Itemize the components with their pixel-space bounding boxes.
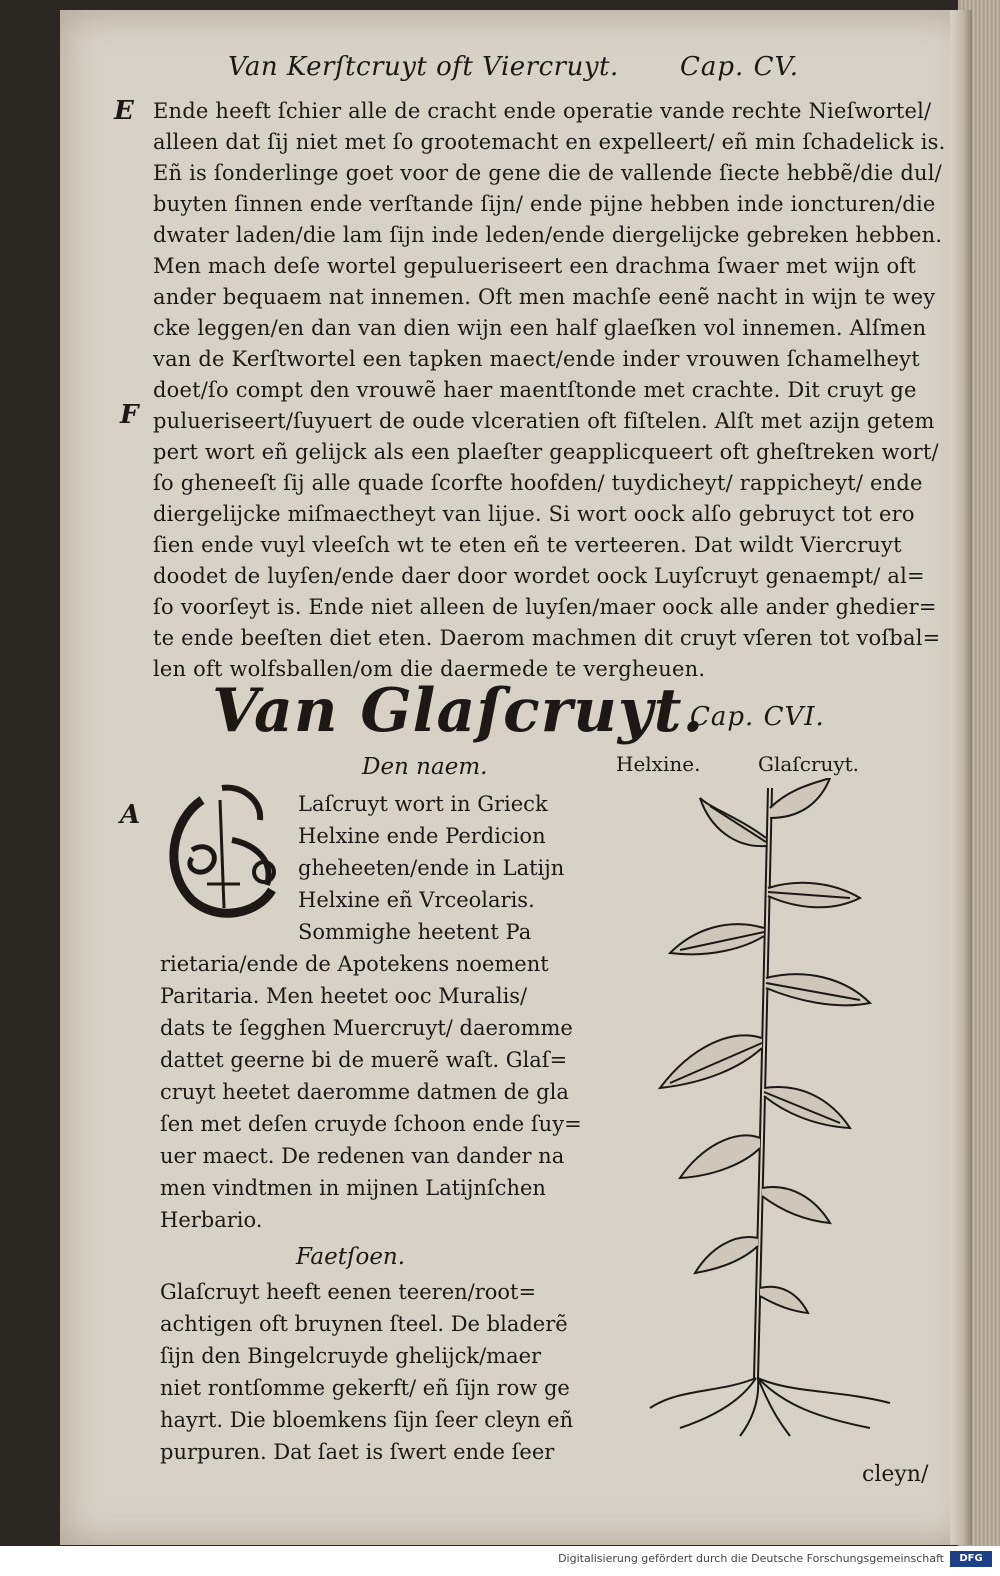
naem-line: dats te ſegghen Muercruyt/ daeromme [160,1016,573,1040]
faetsoen-line: achtigen oft bruynen ſteel. De bladerẽ [160,1312,568,1336]
dfg-logo-icon: DFG [950,1551,992,1567]
glascruyt-plant-icon [640,778,920,1438]
naem-line: Helxine ende Perdicion [298,824,546,848]
body-line: len oft wolfsballen/om die daermede te vergheuen. [153,657,706,681]
naem-line: dattet geerne bi de muerẽ waſt. Glaſ= [160,1048,568,1072]
section-heading-faetsoen: Faetſoen. [296,1244,406,1270]
footer-credit: Digitalisierung gefördert durch die Deutsche Forschungsgemeinschaft [558,1552,944,1565]
faetsoen-line: hayrt. Die bloemkens ſijn ſeer cleyn eñ [160,1408,574,1432]
naem-line: Laſcruyt wort in Grieck [298,792,548,816]
body-line: ander bequaem nat innemen. Oft men machſe eenẽ nacht in wijn te wey [153,285,936,309]
plant-woodcut-illustration [640,778,920,1438]
faetsoen-line: Glaſcruyt heeft eenen teeren/root= [160,1280,537,1304]
naem-line: rietaria/ende de Apotekens noement [160,952,549,976]
naem-line: ſen met deſen cruyde ſchoon ende ſuy= [160,1112,582,1136]
figure-caption-dutch: Glaſcruyt. [758,752,860,776]
chapter-title: Van Glaſcruyt. [212,676,705,746]
naem-line: Herbario. [160,1208,263,1232]
catchword: cleyn/ [862,1462,929,1487]
naem-line: uer maect. De redenen van dander na [160,1144,565,1168]
faetsoen-line: niet rontſomme gekerft/ eñ ſijn row ge [160,1376,570,1400]
body-line: buyten ſinnen ende verſtande ſijn/ ende pijne hebben inde ioncturen/die [153,192,936,216]
body-line: diergelijcke miſmaectheyt van lijue. Si wort oock alſo gebruyct tot ero [153,502,915,526]
naem-line: men vindtmen in mijnen Latijnſchen [160,1176,546,1200]
body-line: Eñ is ſonderlinge goet voor de gene die de vallende ſiecte hebbẽ/die dul/ [153,161,942,185]
body-line: ſo voorſeyt is. Ende niet alleen de luyſen/maer oock alle ander ghedier= [153,595,937,619]
body-line: pulueriseert/ſuyuert de oude vlceratien oft fiſtelen. Alſt met azijn getem [153,409,935,433]
naem-line: cruyt heetet daeromme datmen de gla [160,1080,569,1104]
naem-line: gheheeten/ende in Latijn [298,856,565,880]
naem-line: Helxine eñ Vrceolaris. [298,888,535,912]
body-line: ſien ende vuyl vleeſch wt te eten eñ te verteeren. Dat wildt Viercruyt [153,533,902,557]
decorated-initial [162,780,292,928]
body-line: doodet de luyſen/ende daer door wordet oock Luyſcruyt genaempt/ al= [153,564,925,588]
decorated-initial-flourish-icon [162,780,292,928]
body-line: te ende beeſten diet eten. Daerom machmen dit cruyt vſeren tot voſbal= [153,626,941,650]
body-line: ſo gheneeſt ſij alle quade ſcorfte hoofden/ tuydicheyt/ rappicheyt/ ende [153,471,923,495]
marginal-letter-f: F [120,400,139,430]
body-line: pert wort eñ gelijck als een plaeſter geapplicqueert oft gheſtreken wort/ [153,440,939,464]
naem-line: Paritaria. Men heetet ooc Muralis/ [160,984,528,1008]
faetsoen-line: ſijn den Bingelcruyde ghelijck/maer [160,1344,542,1368]
faetsoen-line: purpuren. Dat ſaet is ſwert ende ſeer [160,1440,555,1464]
naem-line: Sommighe heetent Pa [298,920,532,944]
body-line: Men mach deſe wortel gepulueriseert een drachma ſwaer met wijn oft [153,254,917,278]
figure-caption-latin: Helxine. [616,752,701,776]
running-header-title: Van Kerſtcruyt oft Viercruyt. [228,52,619,82]
body-line: cke leggen/en dan van dien wijn een half glaeſken vol innemen. Alſmen [153,316,927,340]
body-line: Ende heeft ſchier alle de cracht ende operatie vande rechte Nieſwortel/ [153,99,932,123]
section-heading-naem: Den naem. [362,754,488,780]
body-line: alleen dat ſij niet met ſo grootemacht en expelleert/ eñ min ſchadelick is. [153,130,946,154]
chapter-number: Cap. CVI. [690,702,825,732]
marginal-letter-e: E [114,96,134,126]
page-gutter-shadow [950,10,972,1545]
running-header-chapter: Cap. CV. [680,52,799,82]
body-line: van de Kerſtwortel een tapken maect/ende inder vrouwen ſchamelheyt [153,347,920,371]
body-line: dwater laden/die lam ſijn inde leden/ende diergelijcke gebreken hebben. [153,223,943,247]
body-line: doet/ſo compt den vrouwẽ haer maentſtonde met crachte. Dit cruyt ge [153,378,917,402]
marginal-letter-a: A [120,800,141,830]
